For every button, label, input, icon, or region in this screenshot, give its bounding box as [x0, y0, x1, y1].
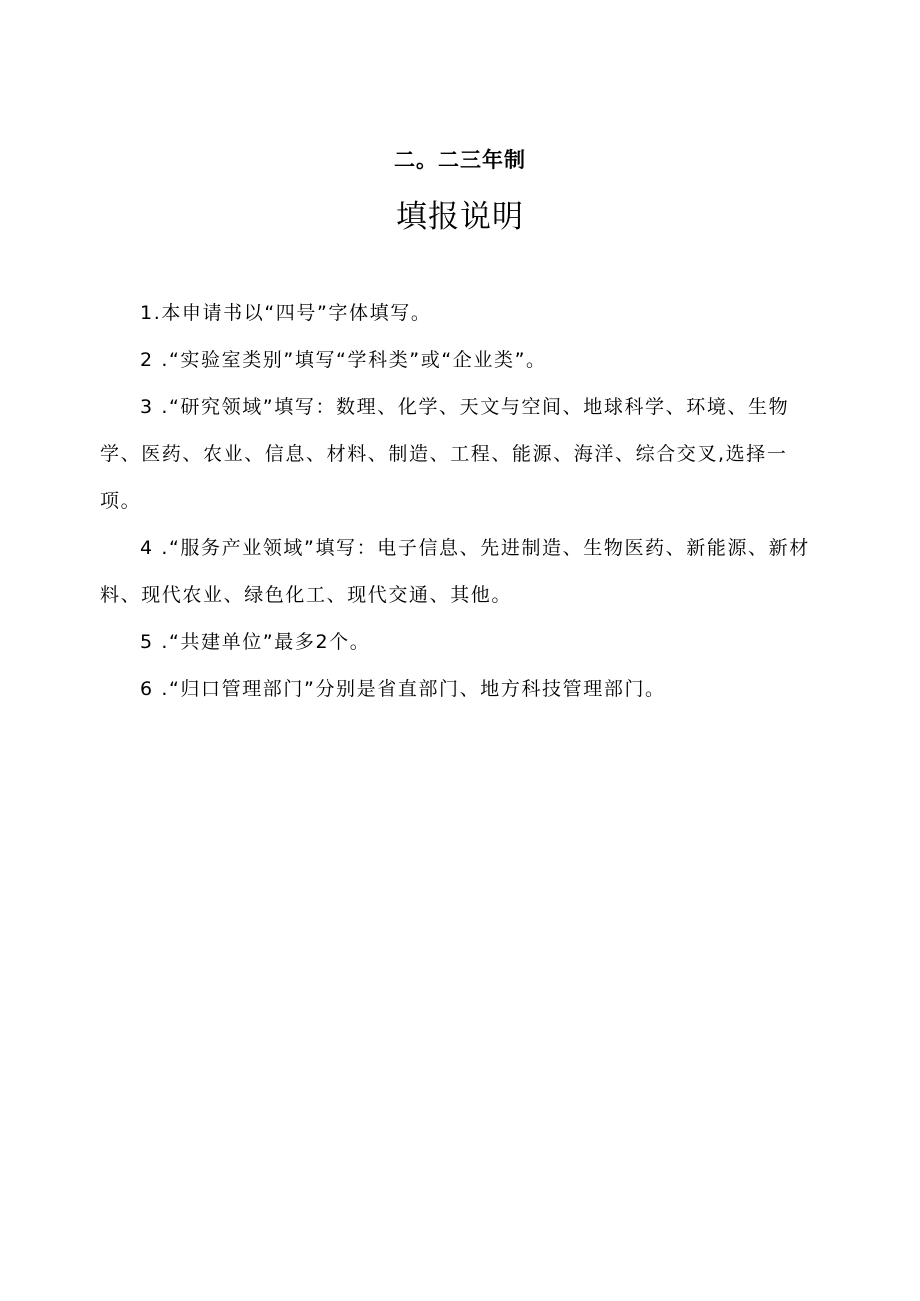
year-line: 二。二三年制 [394, 148, 526, 172]
instruction-item-5: 5 .“共建单位”最多2个。 [140, 631, 371, 653]
instruction-item-3: 3 .“研究领域”填写：数理、化学、天文与空间、地球科学、环境、生物学、医药、农业、信息、材料、制造、工程、能源、海洋、综合交叉,选择一项。 [100, 396, 790, 512]
instruction-item-1: 1.本申请书以“四号”字体填写。 [140, 302, 432, 324]
instructions-list [100, 290, 812, 713]
page-title: 填报说明 [396, 199, 524, 235]
instruction-item-2: 2 .“实验室类别”填写“学科类”或“企业类”。 [140, 349, 547, 371]
instruction-item-6: 6 .“归口管理部门”分别是省直部门、地方科技管理部门。 [140, 678, 666, 700]
instruction-item-4: 4 .“服务产业领域”填写：电子信息、先进制造、生物医药、新能源、新材料、现代农业、绿色化工、现代交通、其他。 [100, 537, 810, 606]
